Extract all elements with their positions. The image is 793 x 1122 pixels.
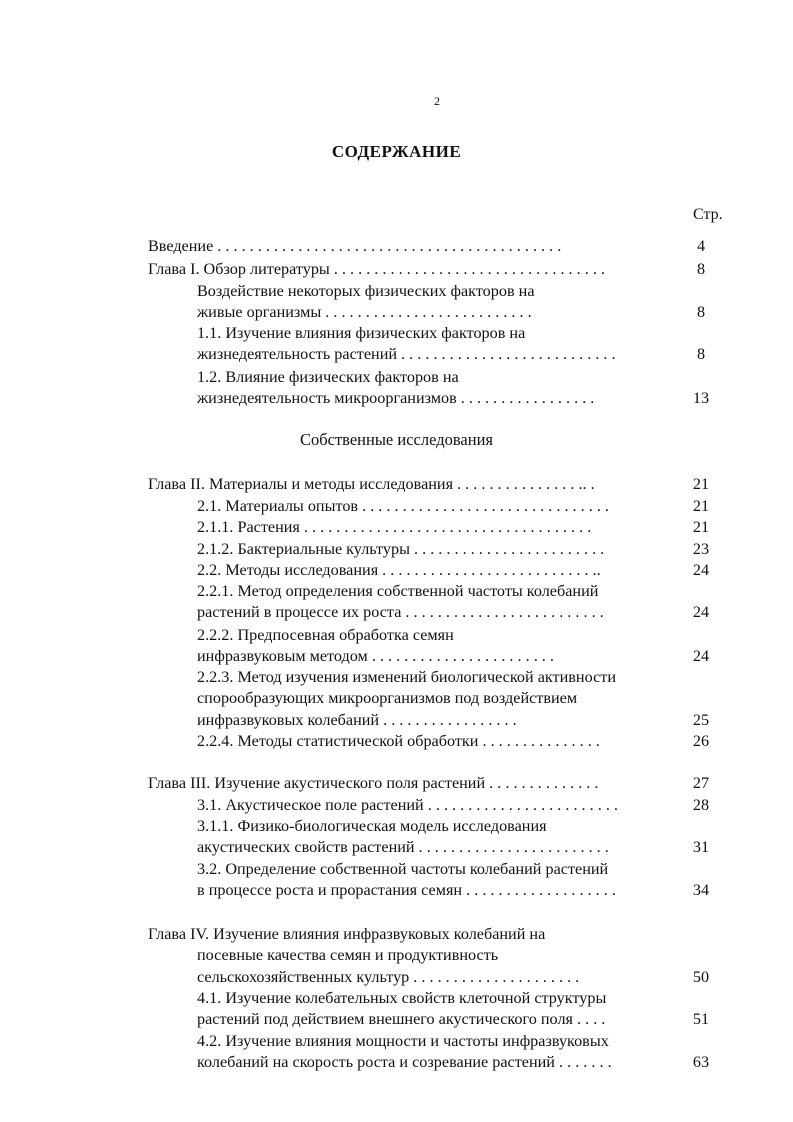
section-heading: Собственные исследования: [299, 430, 493, 449]
toc-entry-page: 13: [692, 389, 710, 408]
toc-entry-page: 24: [692, 561, 710, 579]
toc-entry-text: в процессе роста и прорастания семян . . . . . . . . . . . . . . . . . . .: [197, 881, 616, 900]
toc-entry-page: 8: [696, 345, 706, 364]
toc-entry-text: колебаний на скорость роста и созревание растений . . . . . . .: [197, 1053, 612, 1072]
toc-entry-page: 24: [692, 603, 710, 622]
toc-entry-page: 21: [692, 518, 710, 536]
toc-entry-page: 24: [692, 647, 710, 666]
toc-entry-page: 51: [692, 1010, 710, 1029]
toc-entry-text: 2.2.4. Методы статистической обработки . . . . . . . . . . . . . . .: [197, 732, 600, 750]
toc-entry-text: инфразвуковых колебаний . . . . . . . . . . . . . . . . .: [197, 710, 517, 729]
toc-entry-page: 21: [692, 475, 710, 493]
toc-entry-text: 2.2.2. Предпосевная обработка семян: [197, 626, 454, 644]
toc-entry-text: Глава IV. Изучение влияния инфразвуковых колебаний на: [148, 925, 546, 943]
toc-entry-text: Глава I. Обзор литературы . . . . . . . . . . . . . . . . . . . . . . . . . . . . . . . . . .: [148, 260, 605, 278]
toc-entry-page: 21: [692, 497, 710, 515]
toc-entry-page: 8: [696, 303, 706, 322]
toc-entry-page: 31: [692, 838, 710, 857]
toc-entry-page: 63: [692, 1053, 710, 1072]
toc-entry-page: 50: [692, 967, 710, 986]
page-title: СОДЕРЖАНИЕ: [331, 142, 462, 161]
toc-entry-page: 4: [696, 237, 706, 255]
toc-entry-page: 23: [692, 540, 710, 558]
toc-entry-text: Глава III. Изучение акустического поля растений . . . . . . . . . . . . . .: [148, 774, 599, 792]
toc-entry-text: 2.2.1. Метод определения собственной частоты колебаний: [197, 582, 599, 600]
toc-entry-text: 1.2. Влияние физических факторов на: [197, 368, 459, 386]
toc-entry-text: жизнедеятельность микроорганизмов . . . . . . . . . . . . . . . . .: [197, 389, 595, 408]
toc-entry-text: 4.1. Изучение колебательных свойств клеточной структуры: [197, 989, 607, 1007]
toc-entry-text: сельскохозяйственных культур . . . . . . . . . . . . . . . . . . . . .: [197, 967, 580, 986]
toc-entry-page: 34: [692, 881, 710, 900]
toc-entry-text: 2.1.1. Растения . . . . . . . . . . . . . . . . . . . . . . . . . . . . . . . . . . . .: [197, 518, 592, 536]
toc-entry-text: растений под действием внешнего акустического поля . . . .: [197, 1010, 606, 1029]
toc-entry-text: Глава II. Материалы и методы исследования . . . . . . . . . . . . . . . .. .: [148, 475, 595, 493]
toc-entry-page: 27: [692, 774, 710, 792]
toc-entry-page: 25: [692, 710, 710, 729]
toc-entry-text: 3.1. Акустическое поле растений . . . . . . . . . . . . . . . . . . . . . . . .: [197, 796, 618, 814]
toc-entry-text: 2.1.2. Бактериальные культуры . . . . . . . . . . . . . . . . . . . . . . . .: [197, 540, 605, 558]
toc-entry-text: 2.2.3. Метод изучения изменений биологической активности: [197, 668, 617, 686]
toc-entry-text: 3.2. Определение собственной частоты колебаний растений: [197, 860, 609, 878]
toc-entry-page: 8: [696, 260, 706, 278]
page-column-label: Стр.: [693, 206, 723, 223]
toc-entry-text: жизнедеятельность растений . . . . . . . . . . . . . . . . . . . . . . . . . . .: [197, 345, 616, 364]
toc-entry-text: Введение . . . . . . . . . . . . . . . . . . . . . . . . . . . . . . . . . . . . . . . . . . .: [148, 237, 562, 255]
toc-entry-text: спорообразующих микроорганизмов под воздействием: [197, 689, 578, 708]
toc-entry-text: инфразвуковым методом . . . . . . . . . . . . . . . . . . . . . . .: [197, 647, 554, 666]
toc-entry-page: 28: [692, 796, 710, 814]
toc-entry-text: растений в процессе их роста . . . . . . . . . . . . . . . . . . . . . . . . .: [197, 603, 604, 622]
toc-entry-text: 2.1. Материалы опытов . . . . . . . . . . . . . . . . . . . . . . . . . . . . . . .: [197, 497, 609, 515]
toc-entry-text: посевные качества семян и продуктивность: [197, 946, 499, 965]
toc-entry-page: 26: [692, 732, 710, 750]
page-number: 2: [434, 94, 440, 108]
toc-entry-text: 2.2. Методы исследования . . . . . . . . . . . . . . . . . . . . . . . . . . ..: [197, 561, 601, 579]
toc-entry-text: акустических свойств растений . . . . . . . . . . . . . . . . . . . . . . . .: [197, 838, 609, 857]
toc-entry-text: 4.2. Изучение влияния мощности и частоты инфразвуковых: [197, 1032, 609, 1050]
toc-entry-text: 1.1. Изучение влияния физических факторов на: [197, 324, 526, 342]
toc-entry-text: 3.1.1. Физико-биологическая модель исследования: [197, 817, 547, 835]
toc-entry-text: Воздействие некоторых физических факторов на: [197, 282, 535, 300]
toc-entry-text: живые организмы . . . . . . . . . . . . . . . . . . . . . . . . . .: [197, 303, 532, 322]
